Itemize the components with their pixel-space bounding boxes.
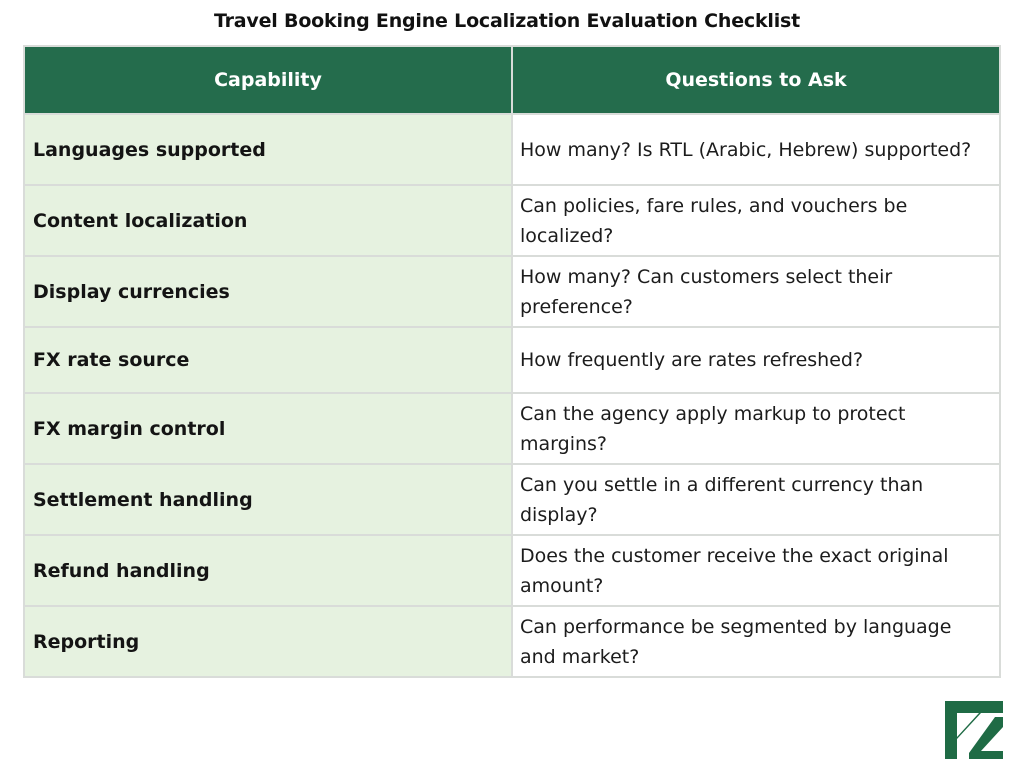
capability-cell: Refund handling [24,535,512,606]
question-cell: Does the customer receive the exact original amount? [512,535,1000,606]
column-header-questions: Questions to Ask [512,46,1000,114]
page-title: Travel Booking Engine Localization Evaluation Checklist [213,10,801,32]
table-header-row [24,46,1000,114]
question-cell: How many? Is RTL (Arabic, Hebrew) supported? [512,114,1000,185]
capability-cell: Reporting [24,606,512,677]
question-cell: Can performance be segmented by language and market? [512,606,1000,677]
table-row [24,535,1000,606]
table-row [24,606,1000,677]
table-row [24,464,1000,535]
capability-cell: Content localization [24,185,512,256]
table-row [24,393,1000,464]
question-cell: How frequently are rates refreshed? [512,327,1000,393]
capability-cell: Settlement handling [24,464,512,535]
capability-cell: Languages supported [24,114,512,185]
question-cell: Can the agency apply markup to protect margins? [512,393,1000,464]
question-cell: How many? Can customers select their preference? [512,256,1000,327]
table-row [24,114,1000,185]
checklist-table [23,45,1001,678]
table-row [24,327,1000,393]
capability-cell: FX margin control [24,393,512,464]
brand-logo-icon [943,699,1005,761]
question-cell: Can policies, fare rules, and vouchers be localized? [512,185,1000,256]
question-cell: Can you settle in a different currency than display? [512,464,1000,535]
table-row [24,185,1000,256]
capability-cell: FX rate source [24,327,512,393]
table-row [24,256,1000,327]
capability-cell: Display currencies [24,256,512,327]
column-header-capability: Capability [24,46,512,114]
